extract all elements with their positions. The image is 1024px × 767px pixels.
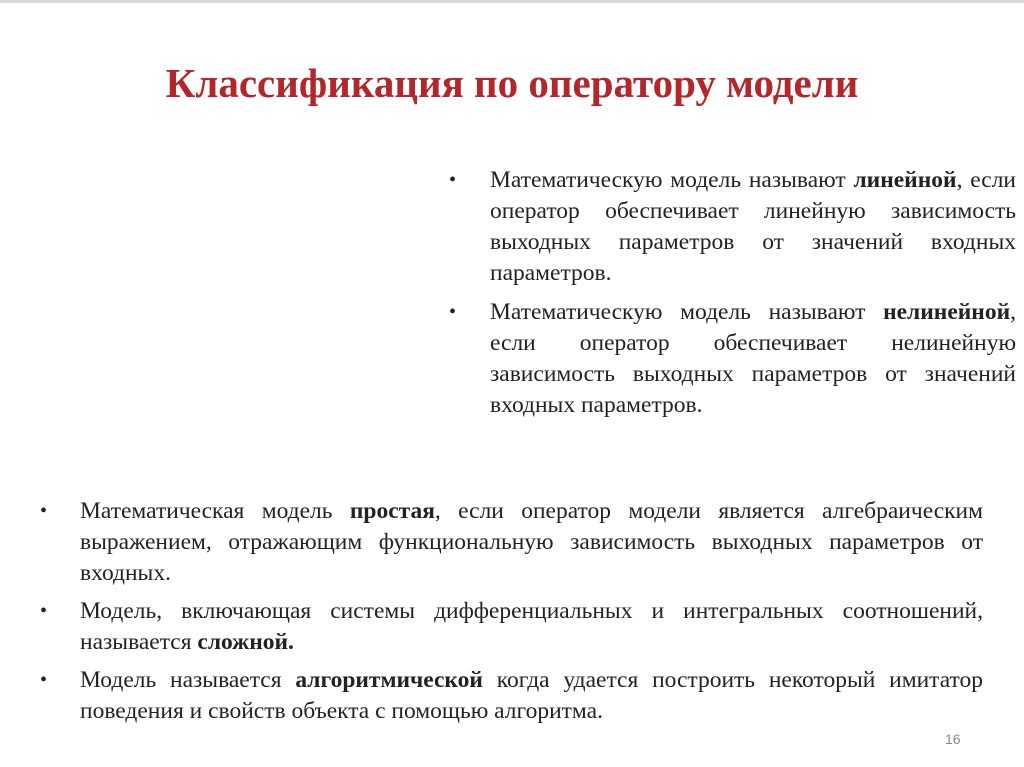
text-bold: алгоритмической: [295, 667, 483, 693]
text-plain: Модель, включающая системы дифференциальных и интегральных соотношений, называется: [80, 598, 983, 655]
text-plain: Математическая модель: [80, 498, 350, 524]
list-item-text: [80, 496, 983, 589]
text-plain: , если оператор обеспечивает линейную зависимость выходных параметров от значений входных параметров.: [490, 167, 1016, 286]
bottom-bullet-list: [40, 496, 983, 734]
text-bold: сложной.: [197, 629, 294, 655]
list-item-text: [80, 665, 983, 727]
slide-title: Классификация по оператору модели: [165, 60, 859, 107]
text-bold: нелинейной: [883, 299, 1011, 325]
bullet-icon: •: [449, 301, 457, 323]
bullet-icon: •: [40, 500, 48, 522]
bullet-icon: •: [449, 169, 457, 191]
list-item: [40, 665, 983, 727]
slide-top-border: [0, 0, 1024, 3]
right-bullet-list: [449, 165, 1016, 429]
text-plain: , если оператор обеспечивает нелинейную зависимость выходных параметров от значений входных параметров.: [490, 299, 1016, 418]
text-plain: когда удается построить некоторый имитатор поведения и свойств объекта с помощью алгоритма.: [80, 667, 983, 724]
list-item: [40, 596, 983, 658]
bullet-icon: •: [40, 600, 48, 622]
text-bold: линейной: [853, 167, 957, 193]
text-plain: Математическую модель называют: [490, 299, 884, 325]
list-item-text: [80, 596, 983, 658]
list-item: [40, 496, 983, 589]
text-plain: Математическую модель называют: [490, 167, 854, 193]
bullet-icon: •: [40, 669, 48, 691]
list-item-text: [490, 165, 1016, 289]
list-item: [449, 297, 1016, 421]
text-plain: Модель называется: [80, 667, 296, 693]
text-bold: простая: [349, 498, 435, 524]
list-item: [449, 165, 1016, 289]
text-plain: , если оператор модели является алгебраическим выражением, отражающим функциональную зависимость выходных параметров от входных.: [80, 498, 984, 586]
list-item-text: [490, 297, 1016, 421]
slide-number: 16: [945, 731, 961, 747]
